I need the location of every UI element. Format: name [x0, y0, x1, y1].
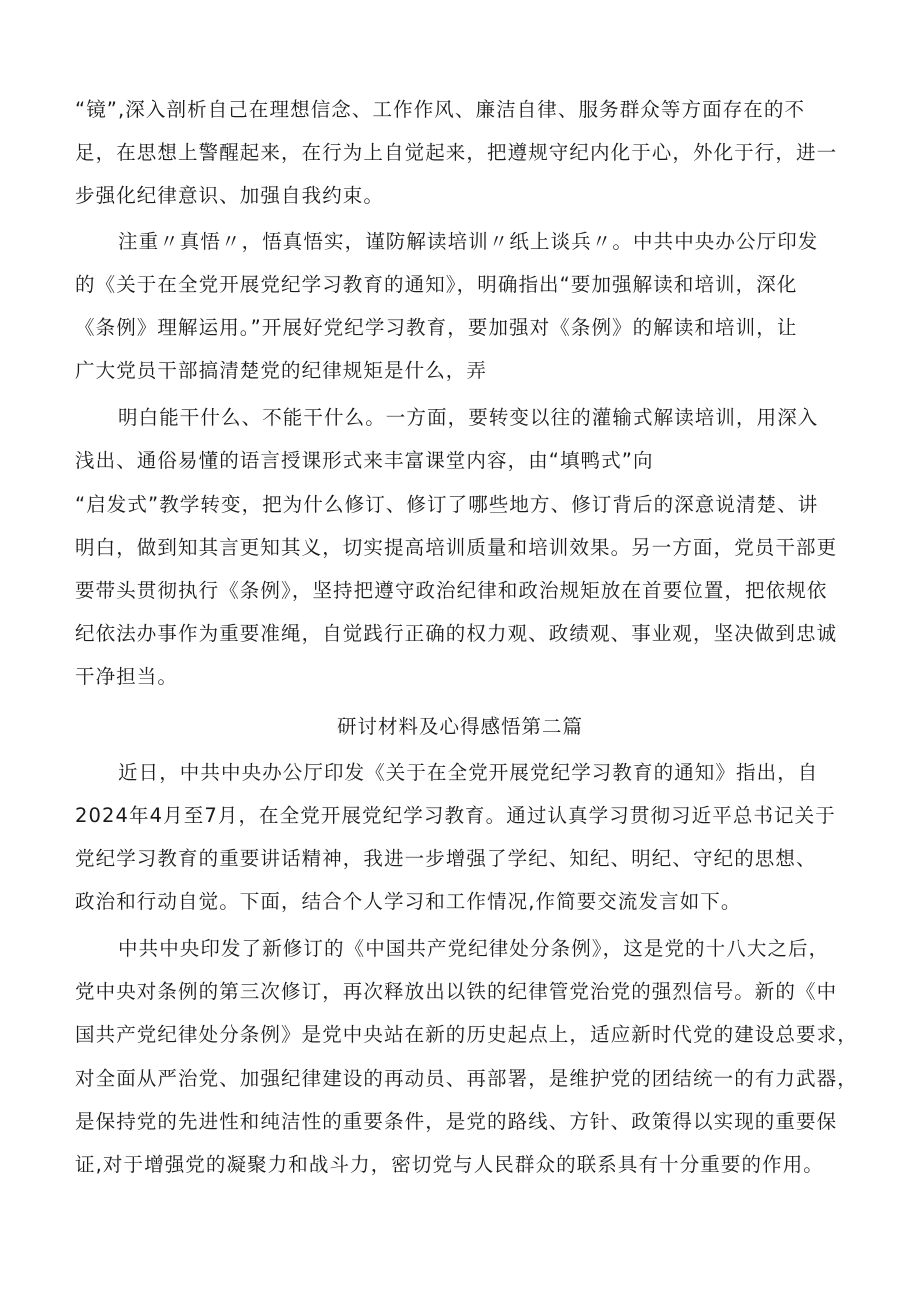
text-line-11: 明白，做到知其言更知其义，切实提高培训质量和培训效果。另一方面，党员干部更 [75, 536, 838, 559]
text-line-6: 《条例》理解运用。”开展好党纪学习教育，要加强对《条例》的解读和培训，让 [75, 316, 798, 339]
text-line-24: 证,对于增强党的凝聚力和战斗力，密切党与人民群众的联系具有十分重要的作用。 [75, 1153, 824, 1176]
text-line-20: 党中央对条例的第三次修订，再次释放出以铁的纪律管党治党的强烈信号。新的《中 [75, 980, 838, 1003]
text-line-10: “启发式”教学转变，把为什么修订、修订了哪些地方、修订背后的深意说清楚、讲 [75, 493, 819, 516]
text-line-23: 是保持党的先进性和纯洁性的重要条件，是党的路线、方针、政策得以实现的重要保 [75, 1110, 838, 1133]
text-line-4: 注重〃真悟〃，悟真悟实，谨防解读培训〃纸上谈兵〃。中共中央办公厅印发 [118, 230, 819, 253]
text-line-14: 干净担当。 [75, 665, 179, 688]
text-line-5: 的《关于在全党开展党纪学习教育的通知》，明确指出“要加强解读和培训，深化 [75, 273, 798, 296]
text-line-17: 党纪学习教育的重要讲话精神，我进一步增强了学纪、知纪、明纪、守纪的思想、 [75, 847, 817, 870]
text-line-18: 政治和行动自觉。下面，结合个人学习和工作情况,作简要交流发言如下。 [75, 890, 742, 913]
text-line-3: 步强化纪律意识、加强自我约束。 [75, 184, 385, 207]
text-line-16: 2024年4月至7月，在全党开展党纪学习教育。通过认真学习贯彻习近平总书记关于 [75, 804, 836, 827]
text-line-8: 明白能干什么、不能干什么。一方面，要转变以往的灌输式解读培训，用深入 [118, 406, 819, 429]
text-line-15: 近日，中共中央办公厅印发《关于在全党开展党纪学习教育的通知》指出，自 [118, 761, 819, 784]
text-line-7: 广大党员干部搞清楚党的纪律规矩是什么，弄 [75, 359, 488, 382]
text-line-21: 国共产党纪律处分条例》是党中央站在新的历史起点上，适应新时代党的建设总要求， [75, 1023, 858, 1046]
text-line-19: 中共中央印发了新修订的《中国共产党纪律处分条例》，这是党的十八大之后， [118, 937, 830, 960]
text-line-9: 浅出、通俗易懂的语言授课形式来丰富课堂内容，由“填鸭式”向 [75, 449, 654, 472]
text-line-13: 纪依法办事作为重要准绳，自觉践行正确的权力观、政绩观、事业观，坚决做到忠诚 [75, 622, 838, 645]
text-line-12: 要带头贯彻执行《条例》，坚持把遵守政治纪律和政治规矩放在首要位置，把依规依 [75, 579, 828, 602]
section-title: 研讨材料及心得感悟第二篇 [336, 715, 583, 738]
text-line-2: 足，在思想上警醒起来，在行为上自觉起来，把遵规守纪内化于心，外化于行，进一 [75, 141, 838, 164]
text-line-22: 对全面从严治党、加强纪律建设的再动员、再部署，是维护党的团结统一的有力武器， [75, 1067, 858, 1090]
text-line-1: “镜”,深入剖析自己在理想信念、工作作风、廉洁自律、服务群众等方面存在的不 [75, 98, 806, 121]
